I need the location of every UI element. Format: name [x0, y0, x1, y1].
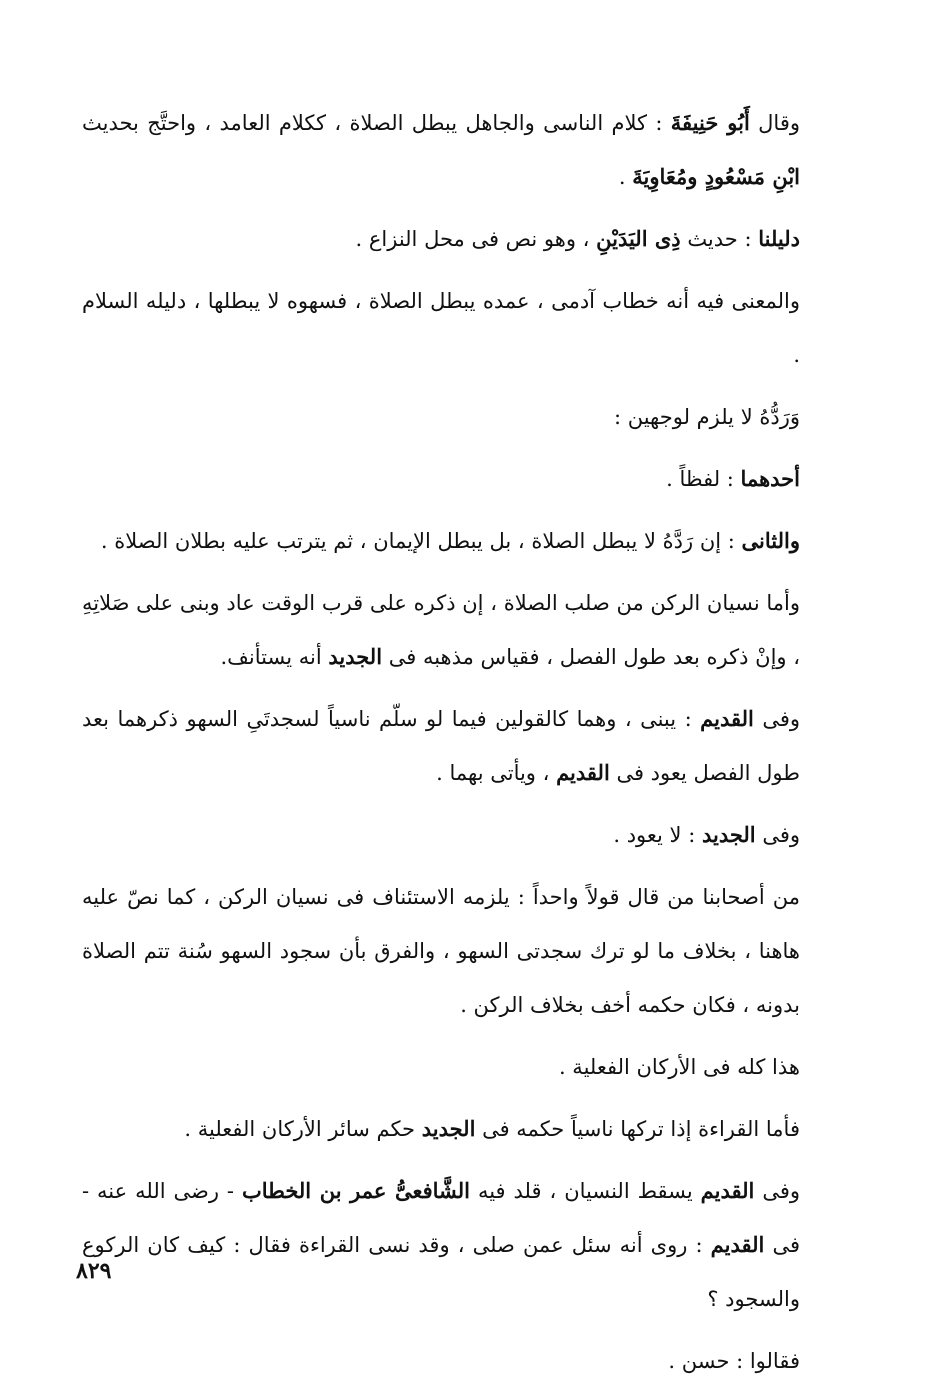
paragraph	[82, 212, 826, 266]
text-segment: وَرَدُّهُ لا يلزم لوجهين :	[613, 405, 800, 429]
text-segment: .	[618, 165, 633, 189]
paragraph	[82, 514, 826, 568]
text-segment: : حديث	[680, 227, 759, 251]
text-segment: : لفظاً .	[666, 467, 741, 491]
paragraph	[82, 390, 826, 444]
bold-term: الشَّافعىُّ عمر بن الخطاب	[241, 1178, 470, 1203]
bold-term: ذِى اليَدَيْنِ	[596, 226, 681, 251]
text-segment: وأما نسيان الركن من صلب الصلاة ، إن ذكره على قرب الوقت عاد وبنى على صَلاتِهِ ، وإنْ ذكره بعد طول الفصل ، فقياس مذهبه فى	[82, 591, 800, 669]
bold-term: والثانى	[741, 528, 800, 553]
text-segment: من أصحابنا من قال قولاً واحداً : يلزمه الاستئناف فى نسيان الركن ، كما نصّ عليه هاهنا ، بخلاف ما لو ترك سجدتى السهو ، والفرق بأن سجود السهو سُنة تتم الصلاة بدونه ، فكان حكمه أخف بخلاف الركن .	[82, 885, 800, 1017]
bold-term: القديم	[556, 760, 610, 785]
text-segment: : لا يعود .	[613, 823, 702, 847]
text-segment: والمعنى فيه أنه خطاب آدمى ، عمده يبطل الصلاة ، فسهوه لا يبطلها ، دليله السلام .	[82, 289, 800, 367]
bold-term: أحدهما	[740, 466, 800, 491]
text-segment: فقالوا : حسن .	[668, 1349, 800, 1373]
text-segment: : كلام الناسى والجاهل يبطل الصلاة ، ككلام العامد ، واحتَّج بحديث	[82, 111, 671, 135]
text-segment: - رضى الله عنه - فى	[82, 1179, 800, 1257]
paragraph	[82, 576, 826, 684]
paragraph	[82, 96, 826, 204]
text-segment: : روى أنه سئل عمن صلى ، وقد نسى القراءة فقال : كيف كان الركوع والسجود ؟	[82, 1233, 800, 1311]
text-segment: وفى	[755, 823, 800, 847]
paragraph	[82, 274, 826, 382]
paragraph	[82, 808, 826, 862]
text-segment: ، ويأتى بهما .	[436, 761, 557, 785]
text-segment: هذا كله فى الأركان الفعلية .	[558, 1055, 800, 1079]
bold-term: ابْنِ مَسْعُودٍ ومُعَاوِيَةَ	[632, 164, 800, 189]
text-segment: وفى	[754, 1179, 800, 1203]
bold-term: دليلنا	[758, 226, 800, 251]
paragraph	[82, 1334, 826, 1388]
text-segment: وفى	[753, 707, 801, 731]
bold-term: الجديد	[328, 644, 383, 669]
text-segment: وقال	[749, 111, 801, 135]
bold-term: الجديد	[701, 822, 756, 847]
text-segment: ، وهو نص فى محل النزاع .	[355, 227, 597, 251]
page-number: ٨٢٩	[76, 1258, 112, 1284]
text-segment: حكم سائر الأركان الفعلية .	[184, 1117, 422, 1141]
text-segment: : يبنى ، وهما كالقولين فيما لو سلّم ناسياً لسجدتَىِ السهو ذكرهما بعد طول الفصل يعود فى	[82, 707, 800, 785]
text-segment: أنه يستأنف.	[220, 645, 329, 669]
bold-term: أَبُو حَنِيفَةَ	[670, 110, 750, 135]
paragraph	[82, 692, 826, 800]
paragraph	[82, 452, 826, 506]
paragraph	[82, 1102, 826, 1156]
body-text	[82, 96, 826, 1396]
bold-term: القديم	[710, 1232, 765, 1257]
paragraph	[82, 870, 826, 1032]
text-segment: يسقط النسيان ، قلد فيه	[470, 1179, 701, 1203]
bold-term: القديم	[700, 1178, 755, 1203]
paragraph	[82, 1164, 826, 1326]
text-segment: فأما القراءة إذا تركها ناسياً حكمه فى	[475, 1117, 800, 1141]
bold-term: الجديد	[421, 1116, 476, 1141]
paragraph	[82, 1040, 826, 1094]
text-segment: : إن رَدَّهُ لا يبطل الصلاة ، بل يبطل الإيمان ، ثم يترتب عليه بطلان الصلاة .	[100, 529, 742, 553]
bold-term: القديم	[700, 706, 754, 731]
